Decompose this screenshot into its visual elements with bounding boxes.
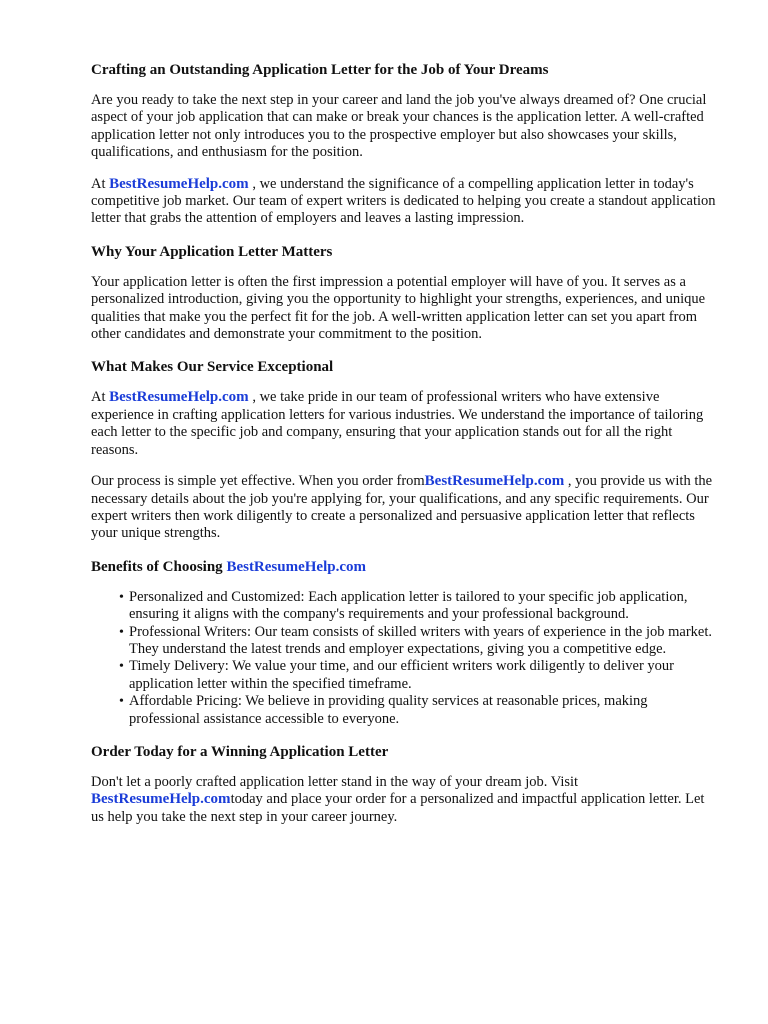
list-item-text: Personalized and Customized: Each application letter is tailored to your specific job application, ensuring it aligns with the company's requirements and your professional background. bbox=[129, 588, 688, 623]
text-prefix: At bbox=[91, 389, 110, 406]
what-paragraph-1 bbox=[91, 389, 720, 459]
list-item-text: Professional Writers: Our team consists of skilled writers with years of experience in the job market. They understand the latest trends and employer expectations, giving you a competitive edge. bbox=[129, 623, 713, 657]
why-paragraph: Your application letter is often the first impression a potential employer will have of you. It serves as a personalized introduction, giving you the opportunity to highlight your strengths, experiences, and unique qualities that make you the perfect fit for the job. A well-written application letter can set you apart from other candidates and demonstrate your commitment to the position. bbox=[91, 273, 706, 343]
bullet-icon: • bbox=[119, 589, 124, 605]
list-item bbox=[91, 658, 720, 693]
page-title: Crafting an Outstanding Application Letter for the Job of Your Dreams bbox=[91, 62, 549, 78]
intro-paragraph: Are you ready to take the next step in your career and land the job you've always dreamed of? One crucial aspect of your job application that can make or break your chances is the application letter. A well-crafted application letter not only introduces you to the prospective employer but also showcases your skills, qualifications, and enthusiasm for the position. bbox=[91, 92, 707, 161]
service-paragraph bbox=[91, 176, 720, 228]
text-suffix: , you provide us with the necessary details about the job you're applying for, your qualifications, and any specific requirements. Our expert writers then work diligently to create a personalized and persuasive application letter that reflects your unique strengths. bbox=[91, 473, 713, 542]
list-item bbox=[91, 693, 720, 728]
heading-benefits bbox=[91, 557, 720, 577]
order-paragraph bbox=[91, 774, 720, 826]
site-link[interactable]: BestResumeHelp.com bbox=[109, 389, 249, 406]
site-link[interactable]: BestResumeHelp.com bbox=[226, 558, 366, 575]
heading-benefits-text: Benefits of Choosing bbox=[91, 558, 227, 575]
list-item-text: Timely Delivery: We value your time, and our efficient writers work diligently to deliver your application letter within the specified timeframe. bbox=[129, 658, 675, 692]
text-suffix: today and place your order for a personalized and impactful application letter. Let us help you take the next step in your career journey. bbox=[91, 791, 705, 825]
list-item-text: Affordable Pricing: We believe in providing quality services at reasonable prices, making professional assistance accessible to everyone. bbox=[129, 693, 648, 727]
benefits-list bbox=[91, 589, 720, 728]
heading-what: What Makes Our Service Exceptional bbox=[91, 359, 334, 376]
bullet-icon: • bbox=[119, 694, 124, 710]
list-item bbox=[91, 624, 720, 659]
text-prefix: At bbox=[91, 175, 110, 192]
text-prefix: Our process is simple yet effective. When you order from bbox=[91, 473, 425, 490]
heading-why: Why Your Application Letter Matters bbox=[91, 243, 333, 260]
bullet-icon: • bbox=[119, 659, 124, 675]
site-link[interactable]: BestResumeHelp.com bbox=[91, 791, 231, 808]
site-link[interactable]: BestResumeHelp.com bbox=[109, 175, 249, 192]
bullet-icon: • bbox=[119, 624, 124, 640]
text-suffix: , we take pride in our team of professional writers who have extensive experience in crafting application letters for various industries. We understand the importance of tailoring each letter to the specific job and company, ensuring that your application stands out for all the right reasons. bbox=[91, 389, 704, 458]
site-link[interactable]: BestResumeHelp.com bbox=[424, 473, 565, 490]
text-prefix: Don't let a poorly crafted application letter stand in the way of your dream job. Visit bbox=[91, 773, 579, 790]
heading-order: Order Today for a Winning Application Letter bbox=[91, 743, 389, 760]
list-item bbox=[91, 589, 720, 624]
text-suffix: , we understand the significance of a compelling application letter in today's competitive job market. Our team of expert writers is dedicated to helping you create a standout application letter that grabs the attention of employers and leaves a lasting impression. bbox=[91, 175, 716, 227]
what-paragraph-2 bbox=[91, 473, 720, 543]
